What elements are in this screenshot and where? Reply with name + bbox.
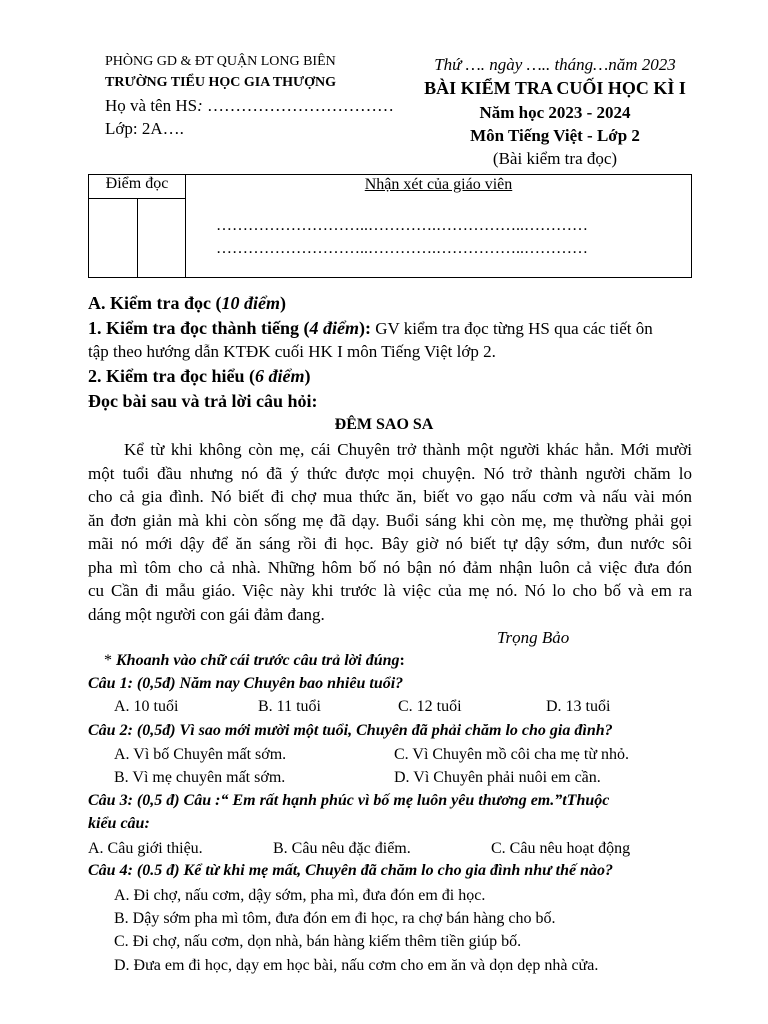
part2-suffix: ) xyxy=(304,366,311,386)
question-4: Câu 4: (0.5 đ) Kể từ khi mẹ mất, Chuyên đã chăm lo cho gia đình như thế nào? xyxy=(88,862,614,879)
q2-option-d[interactable]: D. Vì Chuyên phải nuôi em cần. xyxy=(394,769,601,786)
score-cell-2 xyxy=(138,199,186,278)
story-line: Kể từ khi không còn mẹ, cái Chuyên trở thành một người khác hẳn. Mới mười xyxy=(124,440,692,459)
star: * xyxy=(104,652,116,669)
story-line: dáng một người con gái đảm đang. xyxy=(88,604,325,624)
story-line: cho cả gia đình. Nó biết đi chợ mua thức ăn, biết vo gạo nấu cơm và nấu vài món xyxy=(88,487,692,506)
class-line: Lớp: 2A…. xyxy=(105,119,184,138)
q1-option-a[interactable]: A. 10 tuổi xyxy=(114,698,179,715)
part1-text: GV kiểm tra đọc từng HS qua các tiết ôn xyxy=(370,319,653,338)
score-header: Điểm đọc xyxy=(89,175,186,199)
q3-option-b[interactable]: B. Câu nêu đặc điểm. xyxy=(273,840,411,857)
part2-prefix: 2. Kiểm tra đọc hiểu ( xyxy=(88,366,255,386)
comment-line-2: ………………………..………….……………..………… xyxy=(216,240,588,257)
subject: Môn Tiếng Việt - Lớp 2 xyxy=(470,126,640,145)
story-line: mãi nó mới dậy để ăn sáng rồi đi học. Bây giờ nó biết tự dậy sớm, đun nước sôi xyxy=(88,534,692,553)
q3-option-a[interactable]: A. Câu giới thiệu. xyxy=(88,840,203,857)
reading-instruction: Đọc bài sau và trả lời câu hỏi: xyxy=(88,391,318,411)
grade-table xyxy=(88,174,692,278)
story-author: Trọng Bảo xyxy=(497,628,570,647)
comment-header: Nhận xét của giáo viên xyxy=(364,176,513,193)
q1-option-b[interactable]: B. 11 tuổi xyxy=(258,698,321,715)
q4-option-a[interactable]: A. Đi chợ, nấu cơm, dậy sớm, pha mì, đưa đón em đi học. xyxy=(114,887,486,904)
name-label: Họ và tên HS xyxy=(105,96,198,115)
section-a-heading xyxy=(88,293,286,314)
story-line: một tuổi đầu nhưng nó đã ý thức được mọi chuyện. Nó trở thành người chăm lo xyxy=(88,463,692,483)
school-year: Năm học 2023 - 2024 xyxy=(479,103,631,122)
q2-option-a[interactable]: A. Vì bố Chuyên mất sớm. xyxy=(114,746,287,763)
question-3-line1: Câu 3: (0,5 đ) Câu :“ Em rất hạnh phúc vì bố mẹ luôn yêu thương em.”tThuộc xyxy=(88,792,610,809)
q4-option-d[interactable]: D. Đưa em đi học, dạy em học bài, nấu cơm cho em ăn và dọn dẹp nhà cửa. xyxy=(114,957,599,974)
comment-line-1: ………………………..………….……………..………… xyxy=(216,217,588,234)
circle-instruction-text: Khoanh vào chữ cái trước câu trả lời đúng xyxy=(116,652,400,669)
story-line: cu Cần đi mẫu giáo. Việc này khi trước là việc của mẹ nó. Nó lo cho bố và em ra xyxy=(88,581,692,600)
question-1: Câu 1: (0,5đ) Năm nay Chuyên bao nhiêu tuổi? xyxy=(88,675,404,692)
part1-line1 xyxy=(88,318,653,339)
story-line: ăn đơn giản mà khi còn sống mẹ đã dạy. Buổi sáng khi còn mẹ, mẹ thường phải gọi xyxy=(88,510,692,530)
question-2: Câu 2: (0,5đ) Vì sao mới mười một tuổi, Chuyên đã phải chăm lo cho gia đình? xyxy=(88,722,613,739)
section-a-points: 10 điểm xyxy=(221,293,280,313)
student-name-line xyxy=(105,96,394,116)
school-name: TRƯỜNG TIỂU HỌC GIA THƯỢNG xyxy=(105,75,337,90)
part2-points: 6 điểm xyxy=(254,366,305,386)
name-colon: : xyxy=(197,96,203,115)
date-line: Thứ …. ngày ….. tháng…năm 2023 xyxy=(434,55,676,74)
q1-option-c[interactable]: C. 12 tuổi xyxy=(398,698,462,715)
teacher-comment-cell xyxy=(186,175,692,278)
q2-option-c[interactable]: C. Vì Chuyên mồ côi cha mẹ từ nhỏ. xyxy=(394,746,630,763)
exam-note: (Bài kiểm tra đọc) xyxy=(492,149,618,168)
part1-points: 4 điểm xyxy=(309,318,359,338)
part1-line2: tập theo hướng dẫn KTĐK cuối HK I môn Tiếng Việt lớp 2. xyxy=(88,342,496,361)
q2-option-b[interactable]: B. Vì mẹ chuyên mất sớm. xyxy=(114,769,286,786)
section-a-prefix: A. Kiểm tra đọc ( xyxy=(88,293,222,313)
department-name: PHÒNG GD & ĐT QUẬN LONG BIÊN xyxy=(105,54,336,69)
part1-title-prefix: 1. Kiểm tra đọc thành tiếng ( xyxy=(88,318,310,338)
question-3-line2: kiểu câu: xyxy=(88,815,150,832)
q3-option-c[interactable]: C. Câu nêu hoạt động xyxy=(491,840,631,857)
part1-title-suffix: ): xyxy=(358,318,371,338)
part2-heading xyxy=(88,366,310,387)
q1-option-d[interactable]: D. 13 tuổi xyxy=(546,698,611,715)
circle-instruction-colon: : xyxy=(399,652,405,669)
section-a-suffix: ) xyxy=(279,293,286,313)
story-title: ĐÊM SAO SA xyxy=(334,416,434,433)
circle-instruction xyxy=(104,652,405,670)
story-line: pha mì tôm cho cả nhà. Những hôm bố nó bận nó đảm nhận luôn cả việc đưa đón xyxy=(88,557,692,577)
story-body xyxy=(88,438,692,626)
q4-option-c[interactable]: C. Đi chợ, nấu cơm, dọn nhà, bán hàng kiếm thêm tiền giúp bố. xyxy=(114,933,522,950)
q4-option-b[interactable]: B. Dậy sớm pha mì tôm, đưa đón em đi học, ra chợ bán hàng cho bố. xyxy=(114,910,556,927)
exam-title: BÀI KIỂM TRA CUỐI HỌC KÌ I xyxy=(424,78,686,98)
score-cell-1 xyxy=(89,199,138,278)
name-dots: …………………………… xyxy=(202,96,394,115)
